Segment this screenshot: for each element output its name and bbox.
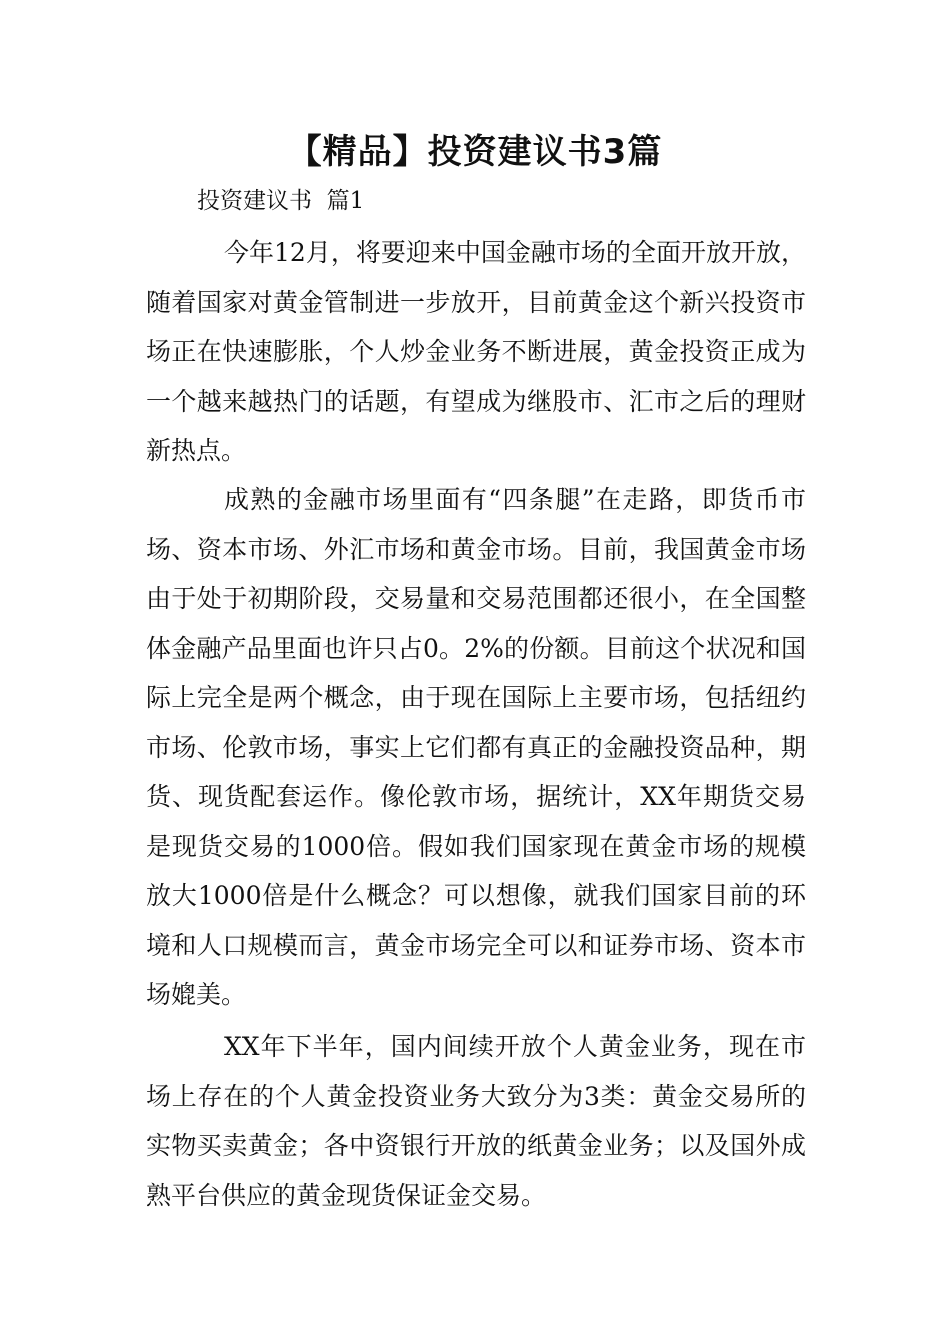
paragraph-2: 成熟的金融市场里面有“四条腿”在走路，即货币市场、资本市场、外汇市场和黄金市场。目前，我国黄金市场由于处于初期阶段，交易量和交易范围都还很小，在全国整体金融产品里面也许只占0。2%的份额。目前这个状况和国际上完全是两个概念，由于现在国际上主要市场，包括纽约市场、伦敦市场，事实上它们都有真正的金融投资品种，期货、现货配套运作。像伦敦市场，据统计，XX年期货交易是现货交易的1000倍。假如我们国家现在黄金市场的规模放大1000倍是什么概念？可以想像，就我们国家目前的环境和人口规模而言，黄金市场完全可以和证券市场、资本市场媲美。	[146, 485, 806, 1009]
paragraph-3: XX年下半年，国内间续开放个人黄金业务，现在市场上存在的个人黄金投资业务大致分为3类：黄金交易所的实物买卖黄金；各中资银行开放的纸黄金业务；以及国外成熟平台供应的黄金现货保证金交易。	[146, 1032, 806, 1210]
section-heading: 投资建议书 篇1	[197, 188, 365, 214]
document-title: 【精品】投资建议书3篇	[287, 132, 663, 172]
paragraph-1: 今年12月，将要迎来中国金融市场的全面开放开放，随着国家对黄金管制进一步放开，目前黄金这个新兴投资市场正在快速膨胀，个人炒金业务不断进展，黄金投资正成为一个越来越热门的话题，有望成为继股市、汇市之后的理财新热点。	[146, 238, 806, 465]
